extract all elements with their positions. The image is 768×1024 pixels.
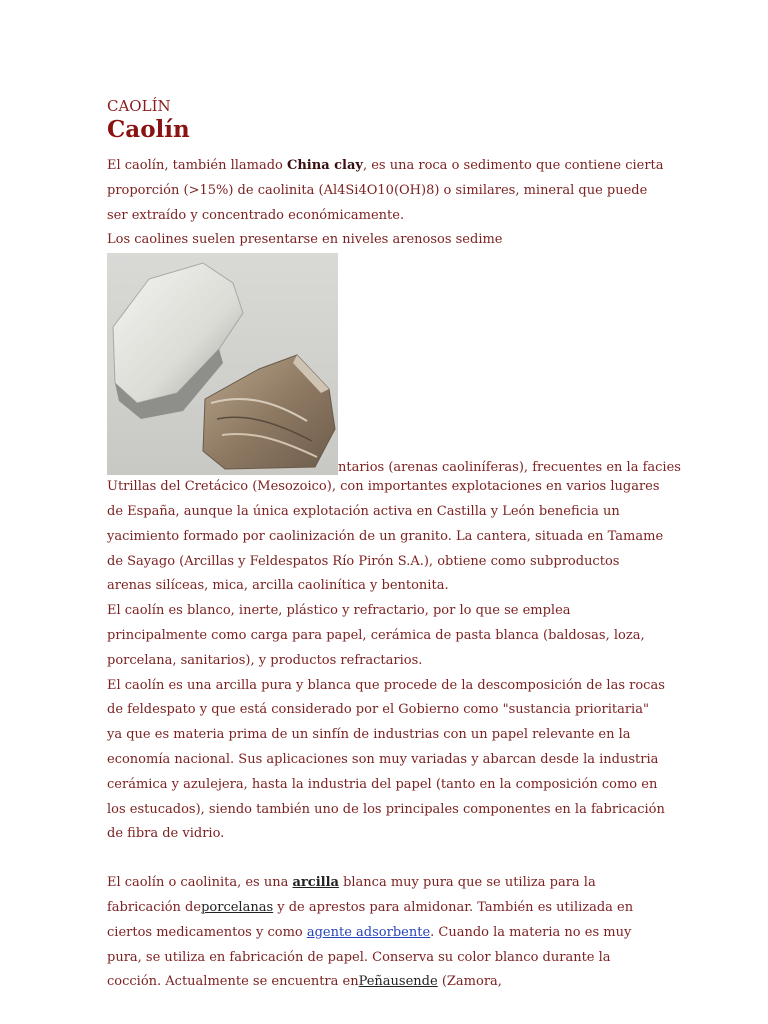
kaolin-rock-illustration bbox=[107, 253, 338, 475]
figure-row bbox=[107, 253, 681, 476]
paragraph-properties: El caolín es blanco, inerte, plástico y refractario, por lo que se emplea principalmente como carga para papel, cerámica de pasta blanca (baldosas, loza, porcelana, sanitarios), y productos refractarios. bbox=[107, 603, 645, 668]
paragraph-deposits-rest: Utrillas del Cretácico (Mesozoico), con importantes explotaciones en varios lugares de España, aunque la única explotación activa en Castilla y León beneficia un yacimiento formado por caolinización de un granito. La cantera, situada en Tamame de Sayago (Arcillas y Feldespatos Río Pirón S.A.), obtiene como subproductos arenas silíceas, mica, arcilla caolinítica y bentonita. bbox=[107, 479, 664, 594]
paragraph-uses-text-1: El caolín o caolinita, es una bbox=[107, 875, 293, 891]
paragraph-intro-text-1: El caolín, también llamado bbox=[107, 158, 287, 173]
paragraph-uses-text-3: y de aprestos para almidonar. También es utilizada en ciertos medicamentos y como bbox=[107, 899, 634, 940]
paragraph-uses-text-4: . Cuando la materia no es muy pura, se utiliza en fabricación de papel. Conserva su color blanco durante la cocción. Actualmente se encuentra en bbox=[107, 924, 632, 990]
paragraph-uses-text-2: blanca muy pura que se utiliza para la fabricación de bbox=[107, 875, 596, 915]
article-title: Caolín bbox=[107, 116, 190, 143]
arcilla-link[interactable]: arcilla bbox=[292, 875, 339, 891]
paragraph-spacer bbox=[107, 847, 667, 871]
paragraph-uses bbox=[107, 871, 667, 995]
paragraph-uses-text-5: (Zamora, bbox=[437, 974, 502, 990]
paragraph-intro bbox=[107, 154, 667, 228]
article-kicker: CAOLÍN bbox=[107, 97, 171, 115]
porcelanas-link[interactable]: porcelanas bbox=[201, 899, 274, 915]
china-clay-term: China clay bbox=[287, 158, 363, 173]
paragraph-industry: El caolín es una arcilla pura y blanca que procede de la descomposición de las rocas de feldespato y que está considerado por el Gobierno como "sustancia prioritaria" ya que es materia prima de un sinfín de industrias con un papel relevante en la economía nacional. Sus aplicaciones son muy variadas y abarcan desde la industria cerámica y azulejera, hasta la industria del papel (tanto en la composición como en los estucados), siendo también uno de los principales componentes en la fabricación de fibra de vidrio. bbox=[107, 677, 665, 842]
kaolin-rock-photo bbox=[107, 253, 338, 475]
paragraph-deposits-continuation: ntarios (arenas caoliníferas), frecuentes en la facies bbox=[338, 460, 681, 476]
penausende-link[interactable]: Peñausende bbox=[358, 974, 438, 990]
paragraph-deposits-lead: Los caolines suelen presentarse en niveles arenosos sedime bbox=[107, 232, 503, 248]
paragraph-deposits bbox=[107, 228, 667, 253]
agente-adsorbente-link[interactable]: agente adsorbente bbox=[306, 924, 431, 940]
paragraph-intro-text-2: , es una roca o sedimento que contiene cierta proporción (>15%) de caolinita (Al4Si4O10(OH)8) o similares, mineral que puede ser extraído y concentrado económicamente. bbox=[107, 158, 664, 223]
article bbox=[107, 96, 681, 995]
